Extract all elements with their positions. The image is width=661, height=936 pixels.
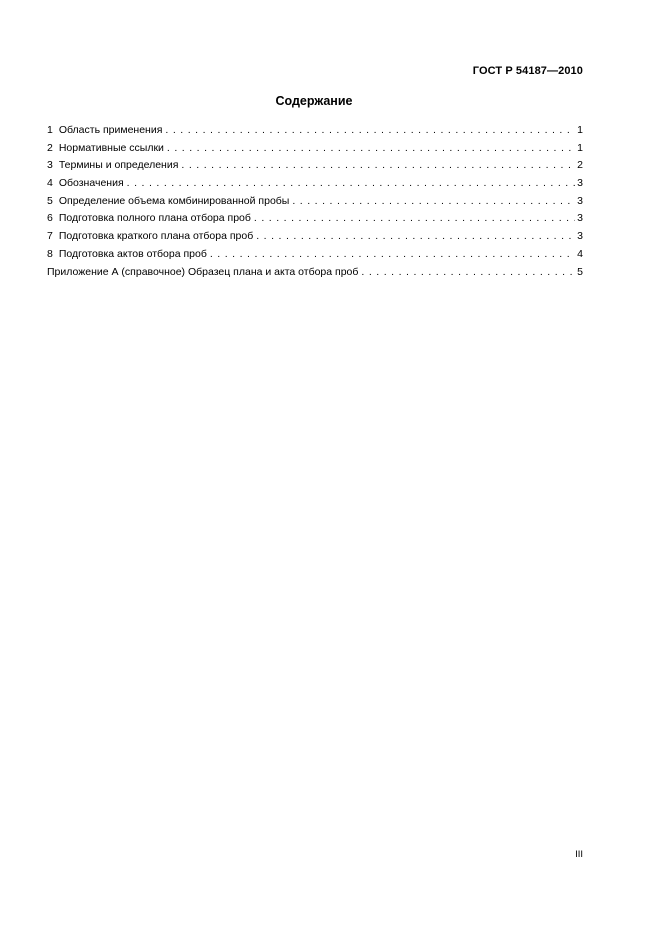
toc-dot-leader	[207, 246, 575, 264]
toc-entry-4[interactable]	[47, 175, 583, 193]
toc-entry-title: Нормативные ссылки	[58, 141, 164, 154]
toc-entry-5[interactable]	[47, 193, 583, 211]
toc-entry-number: 7	[47, 230, 53, 243]
toc-entry-number: 4	[47, 177, 53, 190]
toc-entry-8[interactable]	[47, 246, 583, 264]
toc-entry-number: 1	[47, 124, 53, 136]
page-number: III	[575, 849, 583, 860]
toc-entry-page: 4	[577, 247, 583, 260]
toc-dot-leader	[162, 122, 575, 140]
toc-entry-title: Приложение А (справочное) Образец плана и акта отбора проб	[47, 265, 359, 278]
toc-entry-title: Обозначения	[58, 177, 124, 190]
toc-entry-page: 1	[577, 124, 583, 136]
toc-dot-leader	[358, 264, 575, 282]
toc-entry-title: Подготовка полного плана отбора проб	[58, 212, 251, 225]
toc-dot-leader	[251, 210, 575, 228]
toc-entry-title: Термины и определения	[58, 159, 179, 172]
toc-entry-number: 2	[47, 141, 53, 154]
toc-dot-leader	[164, 140, 575, 158]
toc-entry-title: Подготовка краткого плана отбора проб	[58, 230, 254, 243]
toc-entry-page: 2	[577, 159, 583, 172]
toc-entry-page: 3	[577, 212, 583, 225]
toc-entry-7[interactable]	[47, 228, 583, 246]
toc-dot-leader	[124, 175, 576, 193]
table-of-contents	[47, 122, 583, 281]
toc-dot-leader	[289, 193, 575, 211]
toc-entry-page: 3	[577, 230, 583, 243]
toc-entry-6[interactable]	[47, 210, 583, 228]
toc-entry-title: Область применения	[58, 124, 163, 136]
toc-entry-number: 5	[47, 194, 53, 207]
toc-dot-leader	[253, 228, 575, 246]
toc-dot-leader	[178, 157, 575, 175]
toc-entry-title: Подготовка актов отбора проб	[58, 247, 207, 260]
toc-entry-number: 6	[47, 212, 53, 225]
toc-entry-number: 8	[47, 247, 53, 260]
toc-entry-1[interactable]	[47, 122, 583, 140]
toc-entry-page: 5	[577, 265, 583, 278]
document-code: ГОСТ Р 54187—2010	[472, 65, 583, 77]
toc-entry-title: Определение объема комбинированной пробы	[58, 194, 290, 207]
toc-entry-page: 1	[577, 141, 583, 154]
toc-entry-number: 3	[47, 159, 53, 172]
toc-entry-appendix-a[interactable]	[47, 264, 583, 282]
toc-entry-page: 3	[577, 194, 583, 207]
toc-title: Содержание	[275, 94, 353, 108]
toc-entry-2[interactable]	[47, 140, 583, 158]
toc-entry-3[interactable]	[47, 157, 583, 175]
toc-entry-page: 3	[577, 177, 583, 190]
